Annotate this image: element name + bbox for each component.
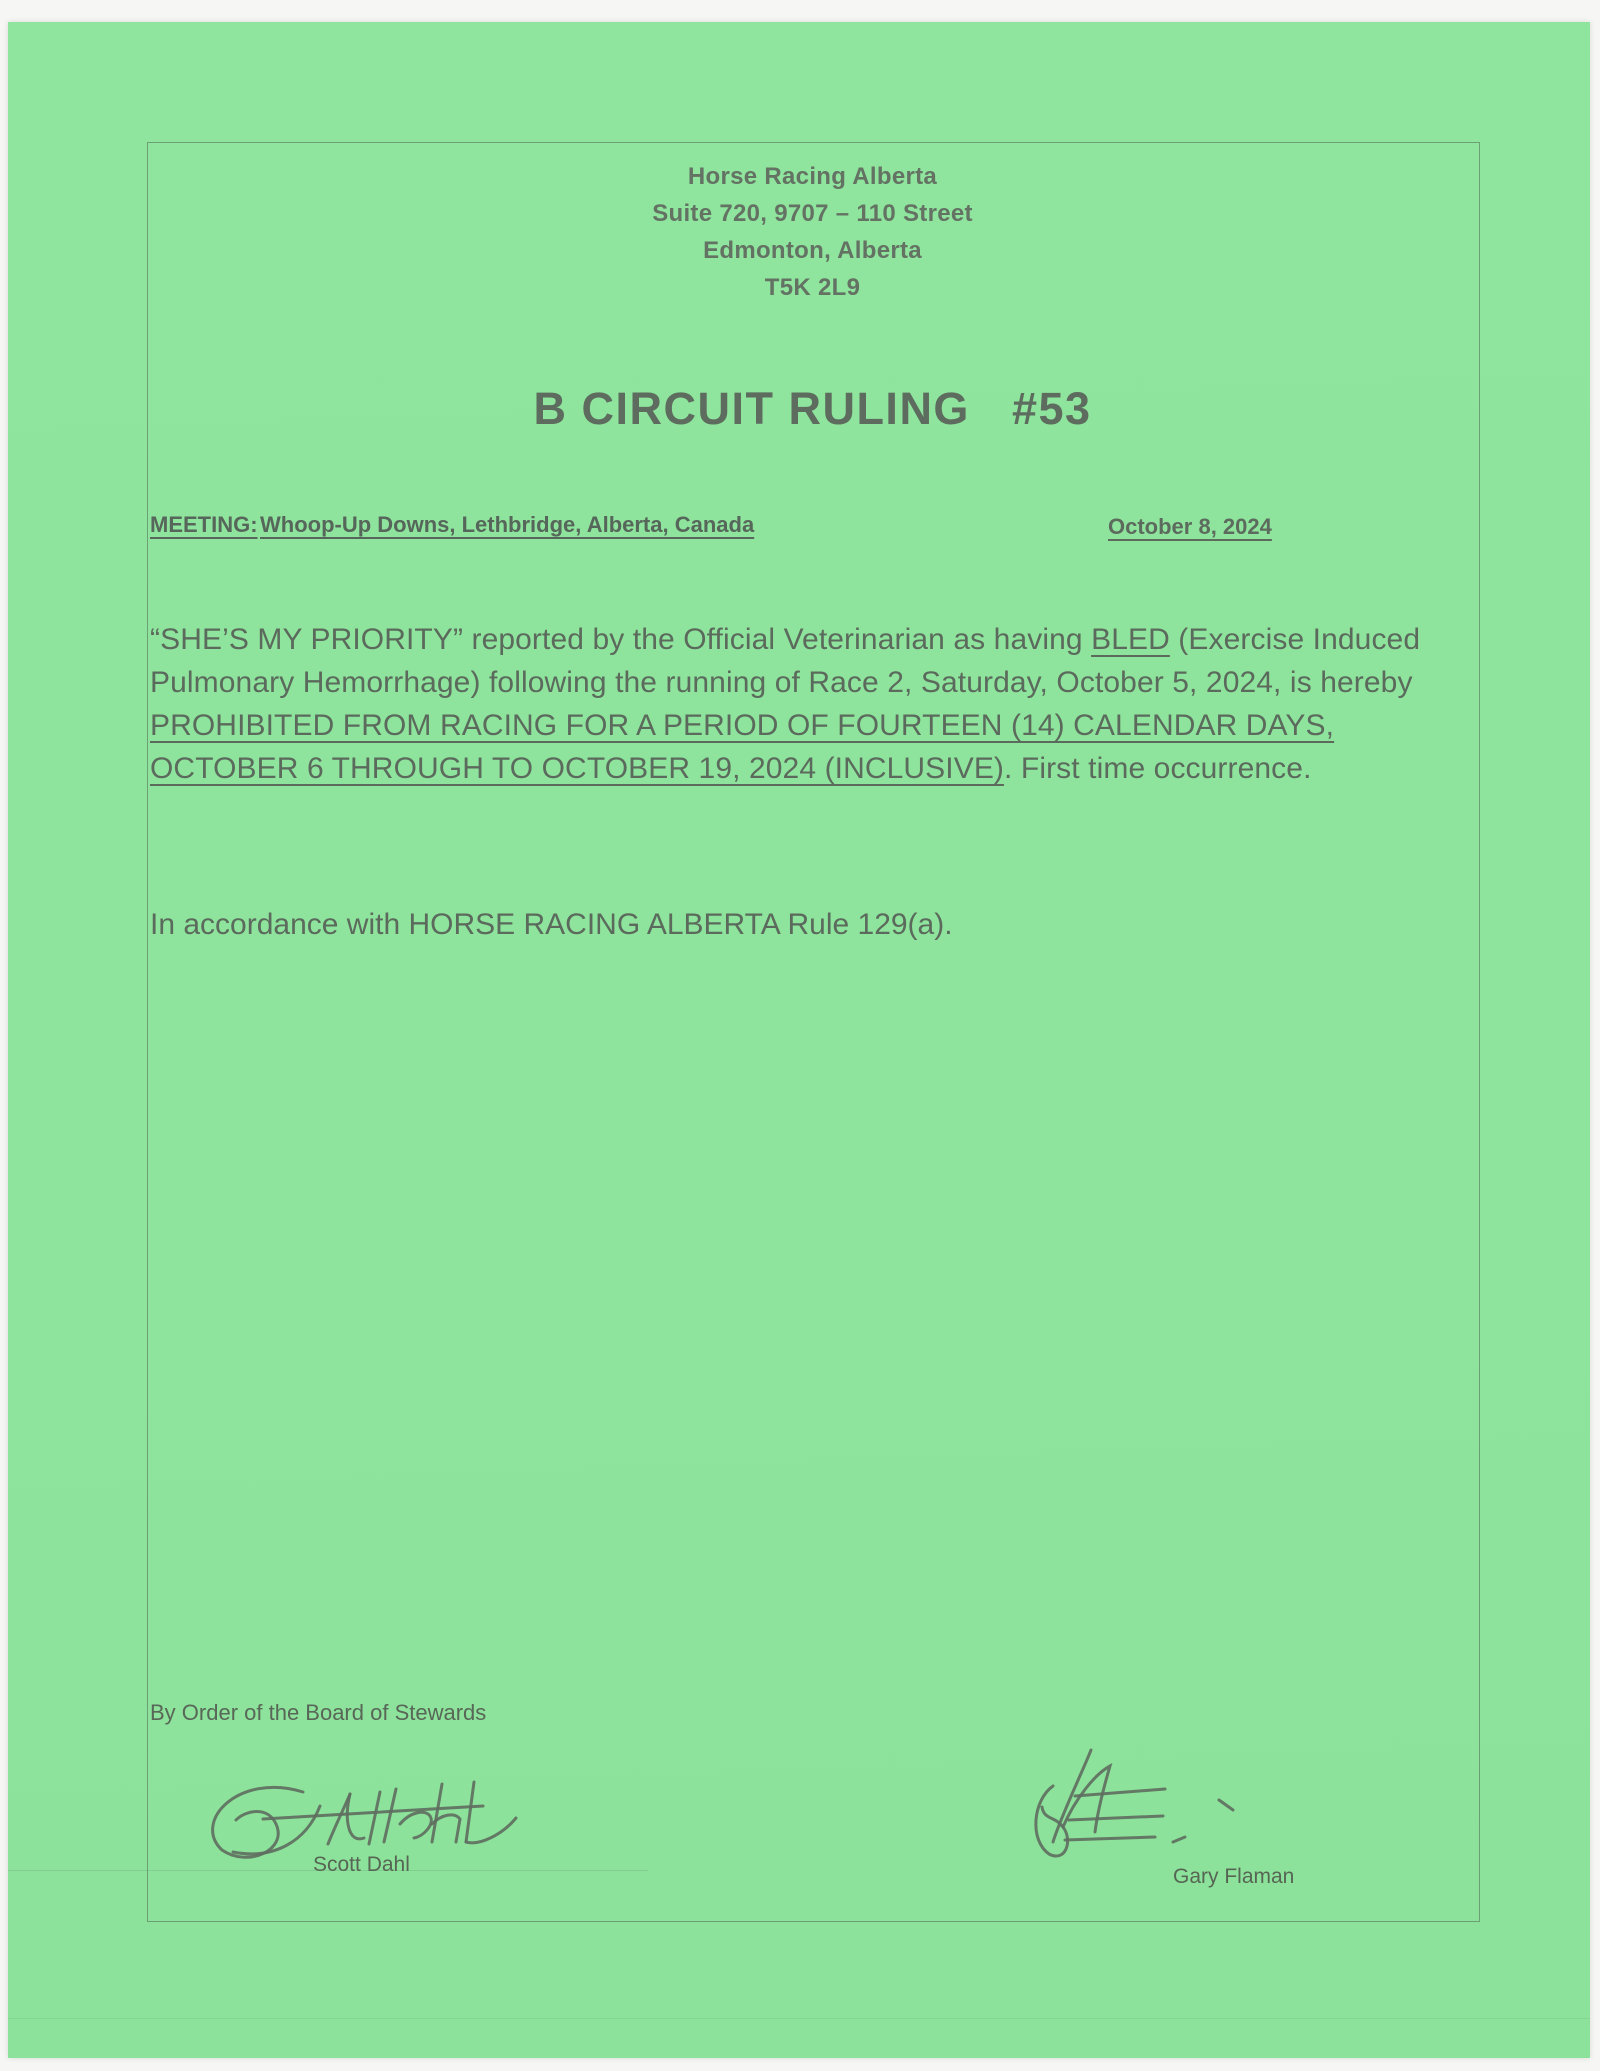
- ruling-text-part2: (Exercise Induced Pulmonary Hemorrhage) following the running of Race 2, Saturday, October 5, 2024, is hereby: [150, 623, 1421, 699]
- scanned-paper: [8, 22, 1590, 2058]
- ruling-paragraph: [150, 618, 1474, 790]
- signature-name-left: Scott Dahl: [313, 1853, 410, 1876]
- ruling-bled-term: BLED: [1091, 623, 1170, 656]
- ruling-text-part3: . First time occurrence.: [1004, 752, 1312, 785]
- letterhead: [147, 158, 1478, 306]
- gary-flaman-signature: [1013, 1744, 1343, 1879]
- ruling-prohibition: PROHIBITED FROM RACING FOR A PERIOD OF FOURTEEN (14) CALENDAR DAYS, OCTOBER 6 THROUGH TO OCTOBER 19, 2024 (INCLUSIVE): [150, 709, 1335, 785]
- meeting-date: October 8, 2024: [1108, 514, 1272, 539]
- ruling-text-part1: “SHE’S MY PRIORITY” reported by the Official Veterinarian as having: [150, 623, 1092, 656]
- board-order-line: By Order of the Board of Stewards: [150, 1700, 487, 1725]
- meeting-location: Whoop-Up Downs, Lethbridge, Alberta, Canada: [260, 512, 755, 537]
- document-title: B CIRCUIT RULING #53: [533, 383, 1092, 434]
- org-city: Edmonton, Alberta: [703, 237, 922, 264]
- meeting-label: MEETING:: [150, 512, 258, 537]
- org-name: Horse Racing Alberta: [687, 163, 938, 190]
- signature-name-right: Gary Flaman: [1173, 1865, 1295, 1888]
- org-postal-code: T5K 2L9: [764, 274, 861, 301]
- rule-reference: In accordance with HORSE RACING ALBERTA Rule 129(a).: [150, 908, 953, 941]
- meeting-row: [8, 512, 1600, 552]
- scan-artifact-line: [8, 2018, 1590, 2019]
- org-address: Suite 720, 9707 – 110 Street: [652, 200, 973, 227]
